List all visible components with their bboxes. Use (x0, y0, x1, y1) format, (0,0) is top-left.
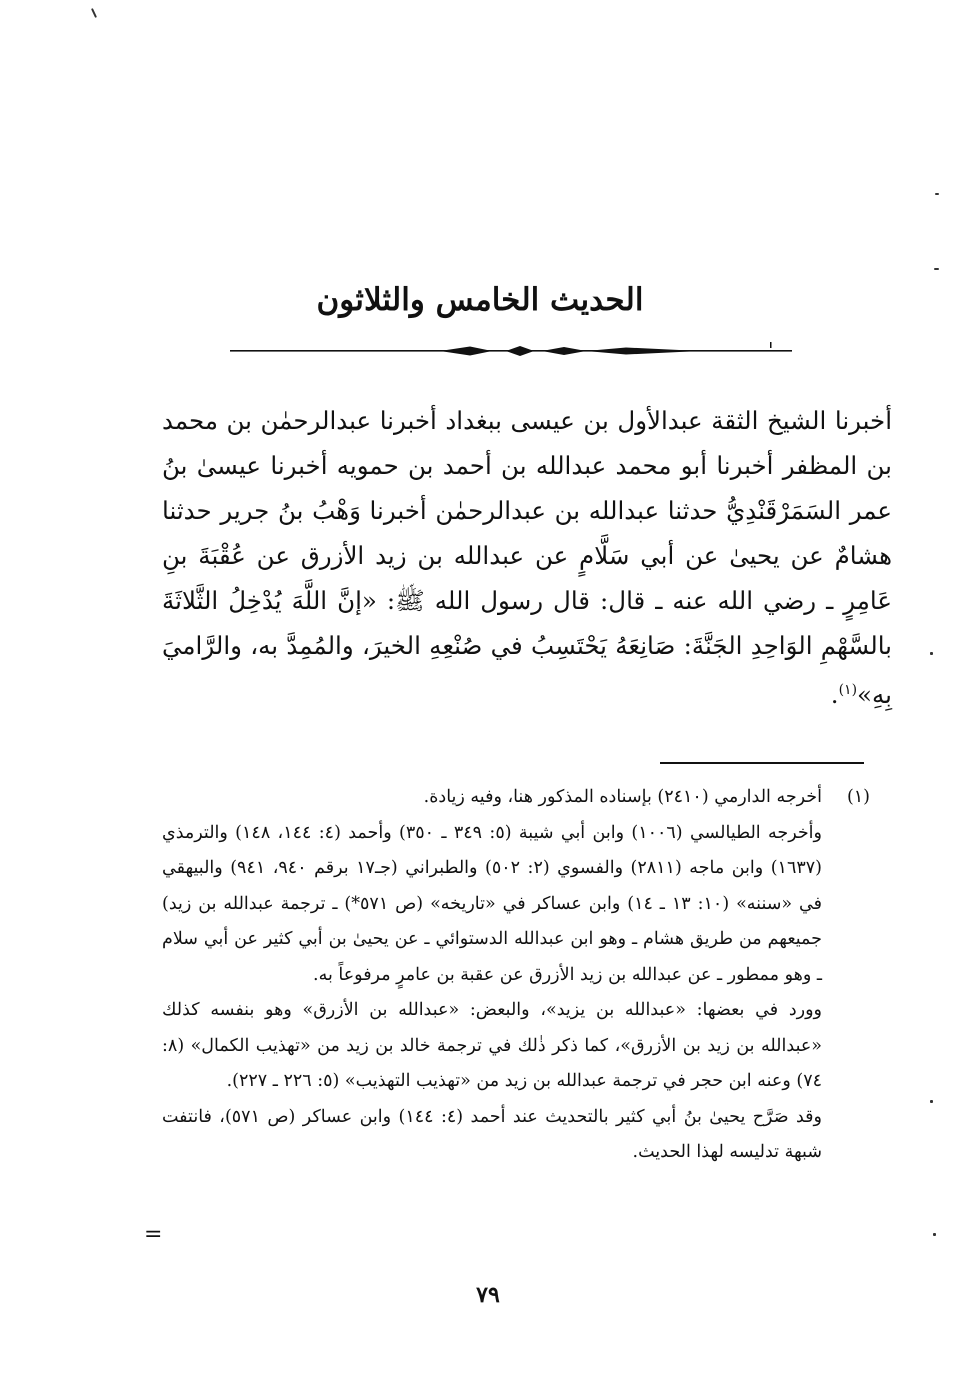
footnote-paragraph: وأخرجه الطيالسي (١٠٠٦) وابن أبي شيبة (٥: ٣٤٩ ـ ٣٥٠) وأحمد (٤: ١٤٤، ١٤٨) والترمذي (١٦٣٧) وابن ماجه (٢٨١١) والفسوي (٢: ٥٠٢) والطبراني (جـ١٧ برقم ٩٤٠، ٩٤١) والبيهقي في «سننه» (١٠: ١٣ ـ ١٤) وابن عساكر في «تاريخه» (ص ٥٧١*) ـ ترجمة عبدالله بن زيد) جميعهم من طريق هشام ـ وهو ابن عبدالله الدستوائي ـ عن يحيىٰ بن أبي كثير عن أبي سلام ـ وهو ممطور ـ عن عبدالله بن زيد الأزرق عن عقبة بن عامرٍ مرفوعاً به. (162, 822, 822, 985)
page-number: ٧٩ (476, 1282, 500, 1308)
footnotes (162, 780, 870, 1171)
scan-speck (930, 1100, 933, 1103)
continuation-mark: = (144, 1222, 163, 1247)
scan-speck (934, 268, 939, 270)
scan-speck (930, 652, 933, 655)
hadith-paragraph: أخبرنا الشيخ الثقة عبدالأول بن عيسى ببغداد أخبرنا عبدالرحمٰن بن محمد بن المظفر أخبرنا أبو محمد عبدالله بن أحمد بن حمويه أخبرنا عيسىٰ بنُ عمر السَمَرْقَنْدِيُّ حدثنا عبدالله بن عبدالرحمٰن أخبرنا وَهْبُ بنُ جرير حدثنا هشامٌ عن يحيىٰ عن أبي سَلَّامٍ عن عبدالله بن زيد الأزرق عن عُقْبَةَ بنِ عَامِرٍ ـ رضي الله عنه ـ قال: قال رسول الله ﷺ: «إنَّ اللَّهَ يُدْخِلُ الثَّلاثَةَ بالسَّهْمِ الوَاحِدِ الجَنَّةَ: صَانِعَهُ يَحْتَسِبُ في صُنْعِهِ الخيرَ، والمُمِدَّ به، والرَّاميَ بِهِ» (162, 406, 892, 710)
footnote-separator (660, 762, 864, 764)
footnote-paragraph: وقد صَرَّح يحيىٰ بنُ أبي كثير بالتحديث عند أحمد (٤: ١٤٤) وابن عساكر (ص ٥٧١)، فانتفت شبهة تدليسه لهذا الحديث. (162, 1106, 822, 1162)
hadith-end: . (830, 680, 839, 710)
footnote-text: أخرجه الدارمي (٢٤١٠) بإسناده المذكور هنا، وفيه زيادة. (423, 787, 822, 807)
scan-speck (935, 193, 939, 195)
footnote-number: (١) (846, 787, 870, 807)
scan-speck (933, 1233, 936, 1236)
footnote-ref: (١) (838, 682, 858, 698)
hadith-text (162, 398, 892, 717)
ornament-divider (230, 340, 792, 362)
footnote-paragraph: وورد في بعضها: «عبدالله بن يزيد»، والبعض: «عبدالله بن الأزرق» وهو بنفسه كذلك «عبدالله بن زيد بن الأزرق»، كما ذكر ذٰلك في ترجمة خالد بن زيد من «تهذيب الكمال» (٨: ٧٤) وعنه ابن حجر في ترجمة عبدالله بن زيد من «تهذيب التهذيب» (٥: ٢٢٦ ـ ٢٢٧). (162, 1000, 822, 1091)
footnote-first-line (162, 780, 870, 816)
scan-speck (91, 8, 97, 18)
hadith-heading: الحديث الخامس والثلاثون (316, 282, 644, 318)
